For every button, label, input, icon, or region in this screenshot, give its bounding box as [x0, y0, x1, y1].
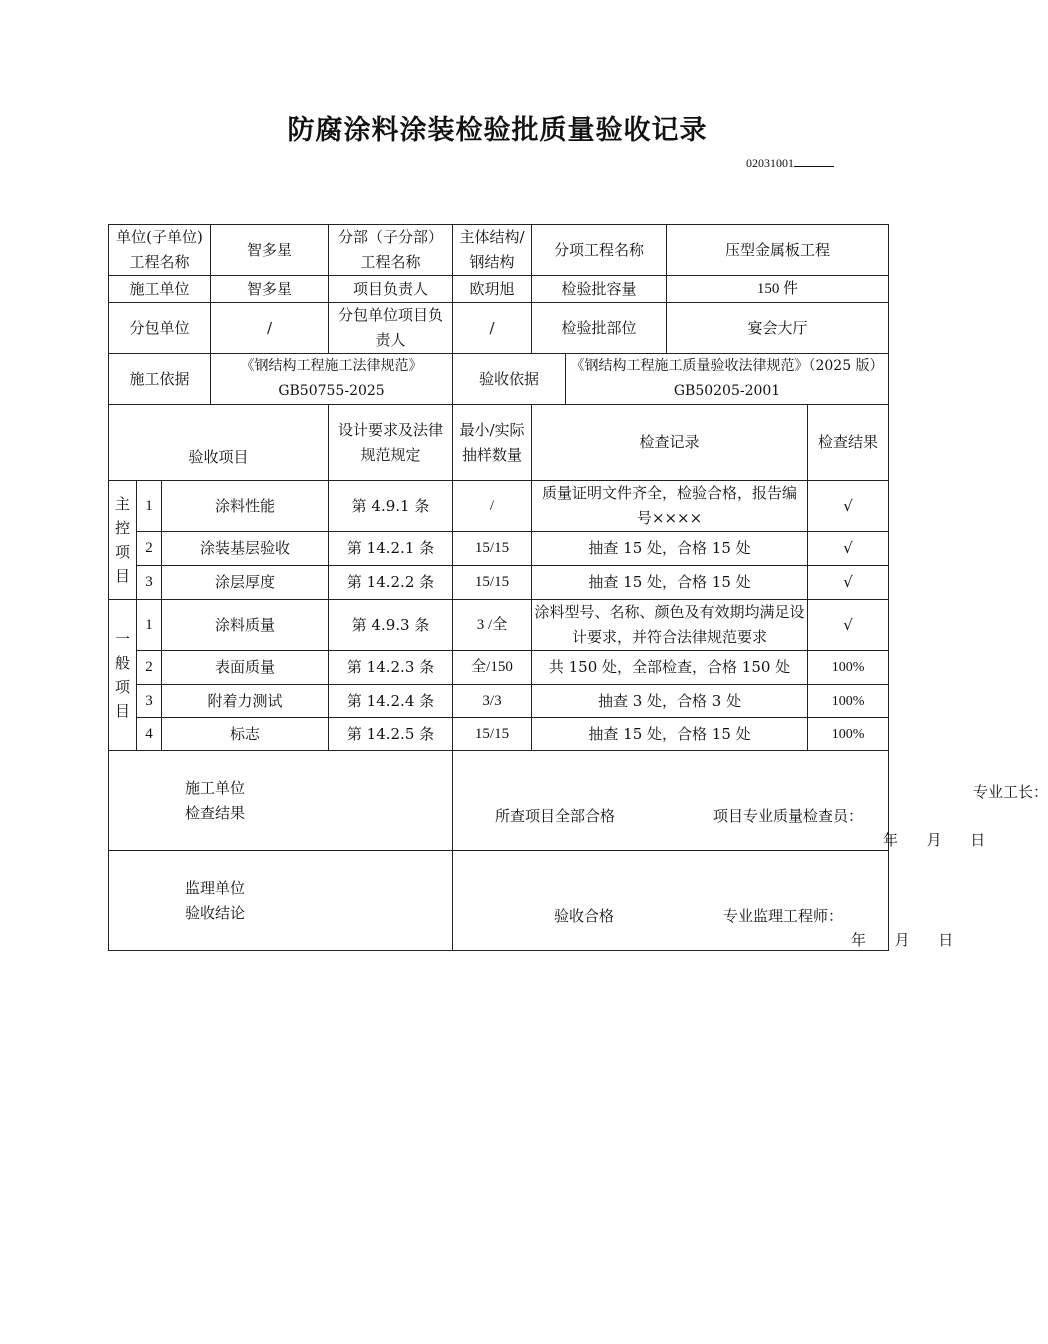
row-number: 2: [137, 651, 162, 685]
table-row: [109, 718, 889, 751]
item-name: 涂料性能: [162, 481, 329, 532]
inspector-label: 项目专业质量检查员：: [713, 807, 864, 825]
item-clause: 第 14.2.2 条: [329, 566, 453, 600]
construction-unit-value: 智多星: [211, 276, 329, 303]
item-name: 涂料质量: [162, 600, 329, 651]
supervision-check-content: [453, 851, 954, 951]
column-header-record: 检查记录: [532, 405, 808, 481]
unit-value: 智多星: [211, 225, 329, 276]
item-record: 抽查 3 处，合格 3 处: [532, 685, 808, 718]
item-result: √: [808, 566, 889, 600]
acceptance-basis-label: 验收依据: [453, 354, 566, 405]
item-clause: 第 14.2.3 条: [329, 651, 453, 685]
item-result: 100%: [808, 685, 889, 718]
table-row: [109, 651, 889, 685]
table-row: [109, 600, 889, 651]
subcontract-value: /: [211, 303, 329, 354]
item-result: √: [808, 532, 889, 566]
construction-date: 年 月 日: [883, 831, 986, 849]
supervision-engineer-label: 专业监理工程师：: [723, 907, 844, 925]
item-clause: 第 14.2.5 条: [329, 718, 453, 751]
batch-capacity-label: 检验批容量: [532, 276, 667, 303]
item-sample: 15/15: [453, 532, 532, 566]
table-row: [109, 532, 889, 566]
item-record: 抽查 15 处，合格 15 处: [532, 532, 808, 566]
page-title: 防腐涂料涂装检验批质量验收记录: [287, 115, 708, 146]
construction-basis-value: 《钢结构工程施工法律规范》GB50755-2025: [211, 354, 453, 405]
construction-basis-label: 施工依据: [109, 354, 211, 405]
unit-label: 单位(子单位)工程名称: [109, 225, 211, 276]
table-row: [109, 685, 889, 718]
subcontract-manager-label: 分包单位项目负责人: [329, 303, 453, 354]
item-record: 共 150 处，全部检查，合格 150 处: [532, 651, 808, 685]
item-name: 涂装基层验收: [162, 532, 329, 566]
construction-unit-label: 施工单位: [109, 276, 211, 303]
item-sample: 全/150: [453, 651, 532, 685]
construction-check-content: [453, 751, 1048, 851]
acceptance-record-table: [108, 224, 1048, 951]
item-sample: 15/15: [453, 566, 532, 600]
table-row: [109, 481, 889, 532]
item-clause: 第 14.2.4 条: [329, 685, 453, 718]
batch-location-value: 宴会大厅: [667, 303, 889, 354]
item-sample: 3 /全: [453, 600, 532, 651]
batch-location-label: 检验批部位: [532, 303, 667, 354]
item-name: 表面质量: [162, 651, 329, 685]
item-result: √: [808, 600, 889, 651]
acceptance-basis-value: 《钢结构工程施工质量验收法律规范》（2025 版）GB50205-2001: [566, 354, 889, 405]
batch-capacity-value: 150 件: [667, 276, 889, 303]
table-row: [109, 566, 889, 600]
column-header-requirement: 设计要求及法律规范规定: [329, 405, 453, 481]
construction-conclusion: 所查项目全部合格: [495, 807, 616, 825]
row-number: 3: [137, 566, 162, 600]
supervision-date: 年 月 日: [851, 931, 954, 949]
item-result: 100%: [808, 651, 889, 685]
main-items-group-label: 主 控 项 目: [109, 481, 137, 600]
item-result: √: [808, 481, 889, 532]
subcontract-label: 分包单位: [109, 303, 211, 354]
subitem-label: 分项工程名称: [532, 225, 667, 276]
column-header-item: 验收项目: [109, 405, 329, 481]
construction-check-label: 施工单位 检查结果: [109, 751, 453, 851]
item-sample: /: [453, 481, 532, 532]
item-record: 抽查 15 处，合格 15 处: [532, 718, 808, 751]
item-record: 抽查 15 处，合格 15 处: [532, 566, 808, 600]
item-clause: 第 4.9.3 条: [329, 600, 453, 651]
row-number: 1: [137, 600, 162, 651]
project-manager-label: 项目负责人: [329, 276, 453, 303]
subdivision-label: 分部（子分部）工程名称: [329, 225, 453, 276]
item-record: 质量证明文件齐全，检验合格，报告编号××××: [532, 481, 808, 532]
item-sample: 3/3: [453, 685, 532, 718]
item-sample: 15/15: [453, 718, 532, 751]
item-result: 100%: [808, 718, 889, 751]
row-number: 1: [137, 481, 162, 532]
foreman-label: 专业工长：: [973, 783, 1048, 801]
supervision-conclusion: 验收合格: [554, 907, 615, 925]
column-header-sampling: 最小/实际抽样数量: [453, 405, 532, 481]
supervision-check-label: 监理单位 验收结论: [109, 851, 453, 951]
document-code: 02031001: [746, 156, 834, 171]
row-number: 2: [137, 532, 162, 566]
subitem-value: 压型金属板工程: [667, 225, 889, 276]
row-number: 3: [137, 685, 162, 718]
general-items-group-label: 一 般 项 目: [109, 600, 137, 751]
column-header-result: 检查结果: [808, 405, 889, 481]
row-number: 4: [137, 718, 162, 751]
item-name: 附着力测试: [162, 685, 329, 718]
item-name: 标志: [162, 718, 329, 751]
item-clause: 第 4.9.1 条: [329, 481, 453, 532]
item-clause: 第 14.2.1 条: [329, 532, 453, 566]
item-record: 涂料型号、名称、颜色及有效期均满足设计要求，并符合法律规范要求: [532, 600, 808, 651]
item-name: 涂层厚度: [162, 566, 329, 600]
subcontract-manager-value: /: [453, 303, 532, 354]
subdivision-value: 主体结构/钢结构: [453, 225, 532, 276]
project-manager-value: 欧玥旭: [453, 276, 532, 303]
